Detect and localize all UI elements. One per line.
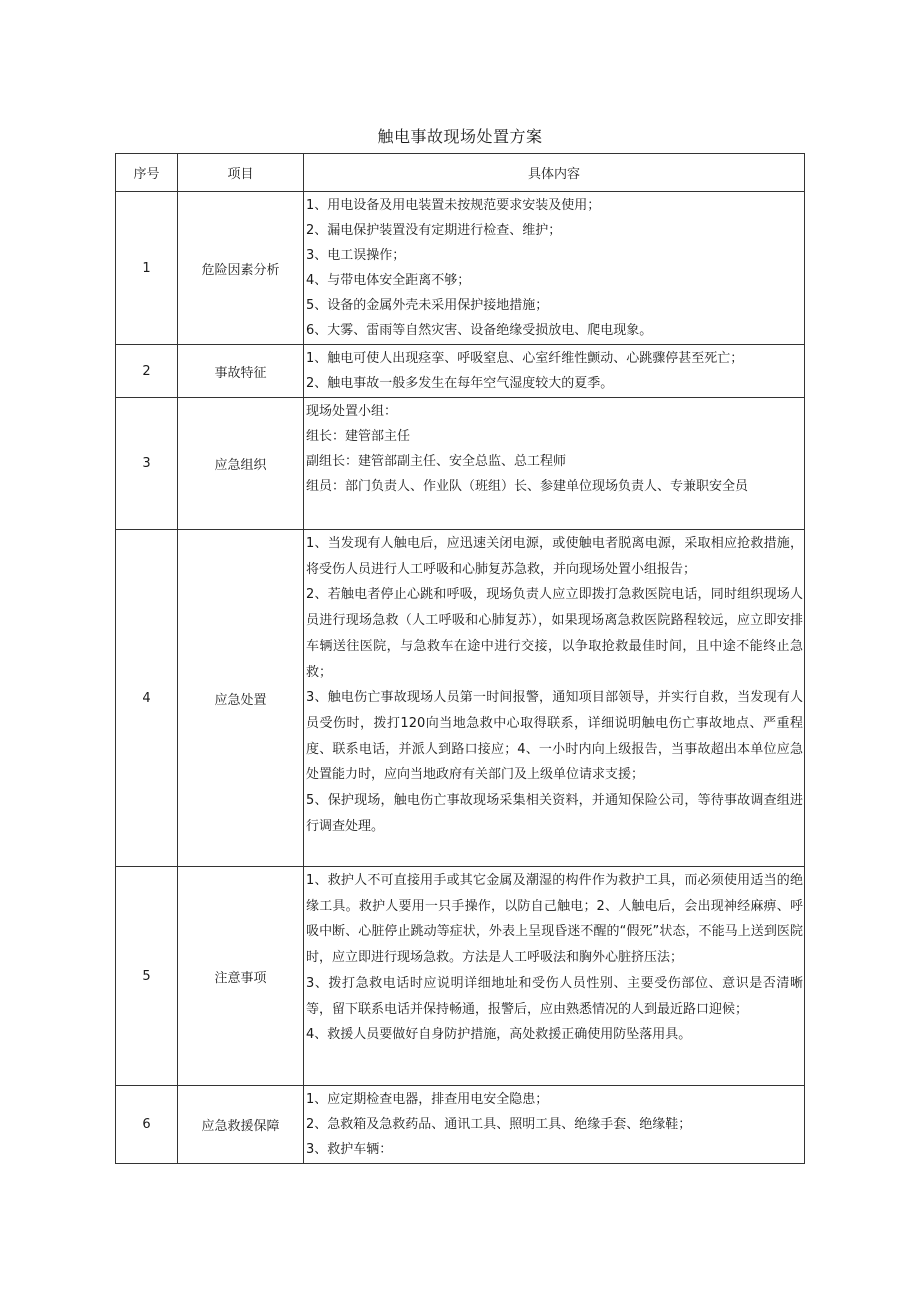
content-line: 副组长：建管部副主任、安全总监、总工程师 [306, 454, 567, 469]
row-content [304, 345, 805, 398]
table-header-row [116, 154, 805, 192]
header-content: 具体内容 [304, 154, 805, 192]
row-item: 注意事项 [178, 867, 304, 1086]
content-line: 2、触电事故一般多发生在每年空气湿度较大的夏季。 [306, 376, 614, 391]
content-paragraph: 3、拨打急救电话时应说明详细地址和受伤人员性别、主要受伤部位、意识是否清晰等，留下联系电话并保持畅通，报警后，应由熟悉情况的人到最近路口迎候； [306, 975, 803, 1017]
row-number: 5 [116, 867, 178, 1086]
row-content [304, 867, 805, 1086]
row-number: 2 [116, 345, 178, 398]
row-number: 4 [116, 530, 178, 867]
content-line: 3、电工误操作； [306, 248, 406, 263]
content-line: 2、漏电保护装置没有定期进行检查、维护； [306, 223, 562, 238]
row-item: 应急救援保障 [178, 1086, 304, 1164]
table-row [116, 867, 805, 1086]
content-line: 6、大雾、雷雨等自然灾害、设备绝缘受损放电、爬电现象。 [306, 323, 653, 338]
content-line: 1、用电设备及用电装置未按规范要求安装及使用； [306, 198, 601, 213]
document-title: 触电事故现场处置方案 [377, 127, 543, 146]
content-line: 5、设备的金属外壳未采用保护接地措施； [306, 298, 549, 313]
plan-table [115, 153, 805, 1164]
content-line: 1、触电可使人出现痉挛、呼吸窒息、心室纤维性颤动、心跳骤停甚至死亡； [306, 351, 744, 366]
row-content [304, 192, 805, 345]
row-number: 3 [116, 398, 178, 530]
row-content [304, 530, 805, 867]
table-row [116, 530, 805, 867]
row-content [304, 1086, 805, 1164]
content-line: 1、应定期检查电器，排查用电安全隐患； [306, 1092, 549, 1107]
row-item: 应急组织 [178, 398, 304, 530]
table-row [116, 345, 805, 398]
content-line: 4、与带电体安全距离不够； [306, 273, 471, 288]
row-number: 1 [116, 192, 178, 345]
content-paragraph: 4、救援人员要做好自身防护措施，高处救援正确使用防坠落用具。 [306, 1027, 692, 1043]
row-item: 应急处置 [178, 530, 304, 867]
content-line: 2、急救箱及急救药品、通讯工具、照明工具、绝缘手套、绝缘鞋； [306, 1117, 692, 1132]
header-serial: 序号 [116, 154, 178, 192]
table-row [116, 398, 805, 530]
row-item: 危险因素分析 [178, 192, 304, 345]
content-paragraph: 组员：部门负责人、作业队（班组）长、参建单位现场负责人、专兼职安全员 [306, 479, 749, 494]
content-paragraph: 1、当发现有人触电后，应迅速关闭电源，或使触电者脱离电源，采取相应抢救措施，将受伤人员进行人工呼吸和心肺复苏急救，并向现场处置小组报告； [306, 536, 803, 577]
table-row [116, 192, 805, 345]
content-line: 3、救护车辆： [306, 1142, 393, 1157]
row-item: 事故特征 [178, 345, 304, 398]
table-row [116, 1086, 805, 1164]
content-paragraph: 1、救护人不可直接用手或其它金属及潮湿的构件作为救护工具，而必须使用适当的绝缘工具。救护人要用一只手操作，以防自己触电；2、人触电后，会出现神经麻痹、呼吸中断、心脏停止跳动等症状，外表上呈现昏迷不醒的“假死”状态，不能马上送到医院时，应立即进行现场急救。方法是人工呼吸法和胸外心脏挤压法； [306, 873, 803, 966]
content-paragraph: 5、保护现场，触电伤亡事故现场采集相关资料，并通知保险公司，等待事故调查组进行调查处理。 [306, 793, 803, 834]
content-paragraph: 3、触电伤亡事故现场人员第一时间报警，通知项目部领导，并实行自救，当发现有人员受伤时，拨打120向当地急救中心取得联系，详细说明触电伤亡事故地点、严重程度、联系电话，并派人到路口接应；4、一小时内向上级报告，当事故超出本单位应急处置能力时，应向当地政府有关部门及上级单位请求支援； [306, 690, 803, 783]
content-line: 现场处置小组： [306, 404, 398, 419]
row-number: 6 [116, 1086, 178, 1164]
content-paragraph: 2、若触电者停止心跳和呼吸，现场负责人应立即拨打急救医院电话，同时组织现场人员进行现场急救（人工呼吸和心肺复苏），如果现场离急救医院路程较远，应立即安排车辆送往医院，与急救车在途中进行交接，以争取抢救最佳时间，且中途不能终止急救； [306, 587, 803, 680]
row-content [304, 398, 805, 530]
content-line: 组长：建管部主任 [306, 429, 411, 444]
header-item: 项目 [178, 154, 304, 192]
